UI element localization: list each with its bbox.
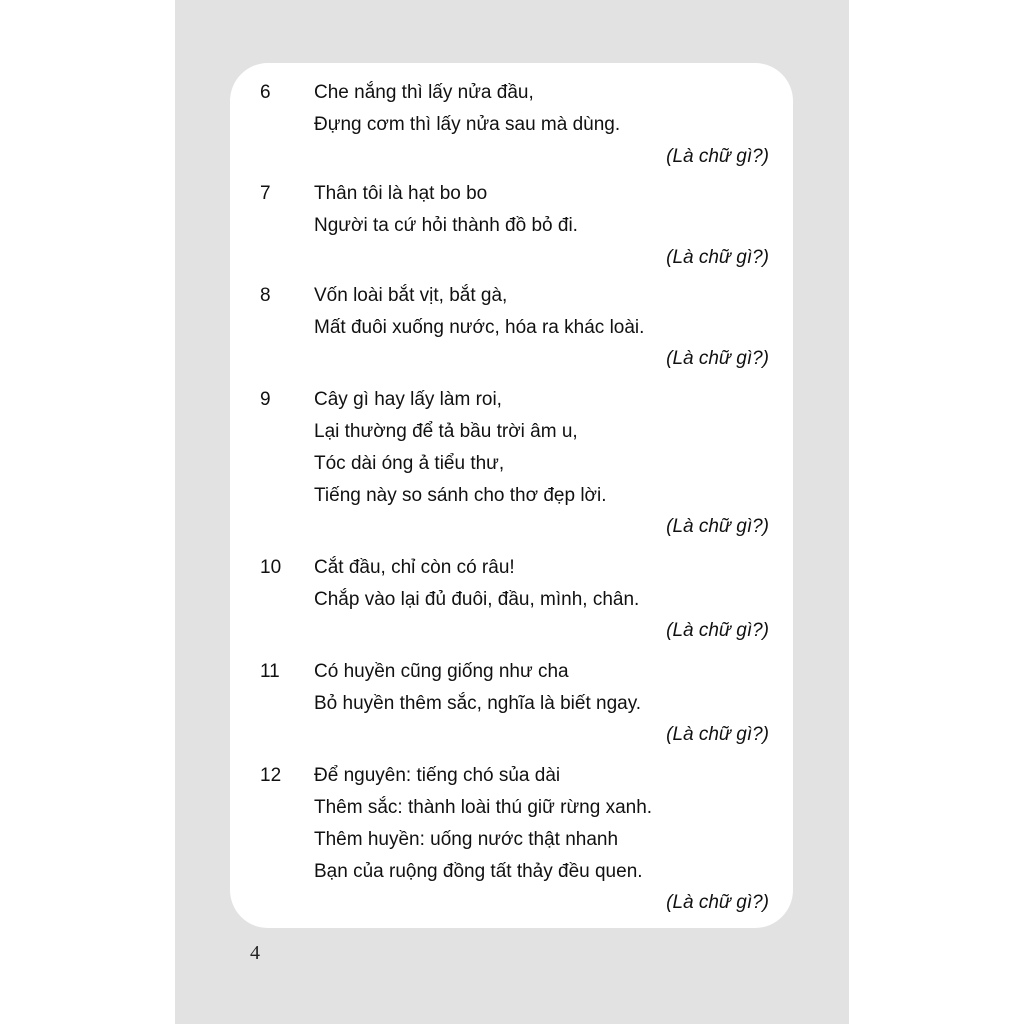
page-number: 4 <box>250 942 260 964</box>
riddle-line: Bỏ huyền thêm sắc, nghĩa là biết ngay. <box>314 693 642 714</box>
riddle-question: (Là chữ gì?) <box>666 516 769 537</box>
riddle-line: Đựng cơm thì lấy nửa sau mà dùng. <box>314 114 621 135</box>
riddle-line: Bạn của ruộng đồng tất thảy đều quen. <box>314 861 643 882</box>
riddle-line: Tóc dài óng ả tiểu thư, <box>314 453 505 474</box>
riddle-line: Lại thường để tả bầu trời âm u, <box>314 421 578 442</box>
riddle-number: 6 <box>260 82 271 103</box>
riddle-lines <box>314 384 607 512</box>
riddle-question: (Là chữ gì?) <box>666 146 769 167</box>
riddle-number: 10 <box>260 557 282 578</box>
riddle-question: (Là chữ gì?) <box>666 892 769 913</box>
riddle-number: 8 <box>260 285 271 306</box>
riddle-number: 11 <box>260 661 280 682</box>
riddle-lines <box>314 656 641 720</box>
riddle-question: (Là chữ gì?) <box>666 724 769 745</box>
riddle-line: Để nguyên: tiếng chó sủa dài <box>314 765 561 786</box>
riddle-question: (Là chữ gì?) <box>666 620 769 641</box>
riddle-line: Chắp vào lại đủ đuôi, đầu, mình, chân. <box>314 589 640 610</box>
riddle-line: Có huyền cũng giống như cha <box>314 661 569 682</box>
riddle-number: 9 <box>260 389 271 410</box>
riddle-line: Người ta cứ hỏi thành đồ bỏ đi. <box>314 215 578 236</box>
riddle-line: Cây gì hay lấy làm roi, <box>314 389 502 410</box>
riddle-line: Cắt đầu, chỉ còn có râu! <box>314 557 515 578</box>
riddle-number: 7 <box>260 183 271 204</box>
riddle-lines <box>314 77 620 141</box>
riddle-line: Thêm sắc: thành loài thú giữ rừng xanh. <box>314 797 653 818</box>
riddle-lines <box>314 280 644 344</box>
riddle-lines <box>314 760 652 888</box>
riddle-line: Tiếng này so sánh cho thơ đẹp lời. <box>314 485 607 506</box>
riddle-question: (Là chữ gì?) <box>666 348 769 369</box>
riddle-lines <box>314 178 578 242</box>
riddle-lines <box>314 552 639 616</box>
riddle-line: Thêm huyền: uống nước thật nhanh <box>314 829 619 850</box>
riddle-line: Vốn loài bắt vịt, bắt gà, <box>314 285 508 306</box>
riddle-question: (Là chữ gì?) <box>666 247 769 268</box>
riddle-line: Mất đuôi xuống nước, hóa ra khác loài. <box>314 317 645 338</box>
riddle-number: 12 <box>260 765 282 786</box>
riddle-line: Che nắng thì lấy nửa đầu, <box>314 82 534 103</box>
riddle-line: Thân tôi là hạt bo bo <box>314 183 488 204</box>
